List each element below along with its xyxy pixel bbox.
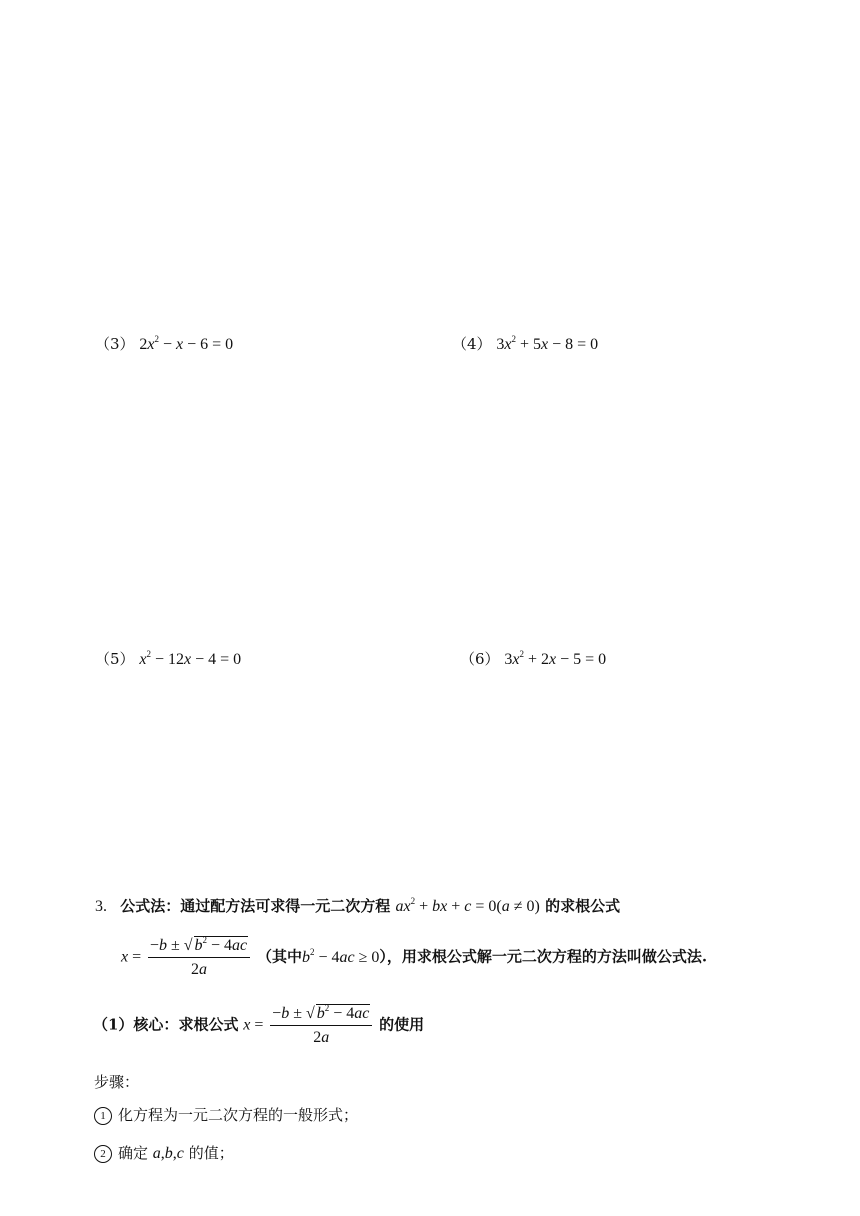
condition-close: ），用求根公式解一元二次方程的方法叫做公式法.	[379, 947, 708, 966]
condition: $b^2 - 4ac \ge 0$	[301, 946, 380, 966]
problem-3	[95, 333, 233, 354]
problem-3-label: （3）	[95, 335, 135, 353]
problem-6-label: （6）	[460, 650, 500, 668]
section-3-number: 3.	[95, 898, 107, 915]
section-3-title	[95, 895, 620, 916]
step-2-vars: a,b,c	[152, 1145, 184, 1162]
core-formula: $\frac{-b \pm √ b^2 - 4ac}{2a}$	[270, 1004, 372, 1047]
core-suffix: 的使用	[379, 1015, 425, 1034]
core-formula-lhs: x =	[243, 1016, 264, 1034]
condition-open: （其中	[256, 947, 302, 966]
section-3-equation: $ax^2$ + bx + c = 0(a ≠ 0)	[395, 896, 540, 915]
section-3-title-suffix: 的求根公式	[545, 897, 621, 915]
section-3-title-prefix: 公式法：通过配方法可求得一元二次方程	[120, 897, 391, 915]
steps-heading: 步骤：	[94, 1073, 140, 1091]
problem-5-label: （5）	[95, 650, 135, 668]
formula-lhs: x =	[121, 948, 142, 966]
problem-4-equation: $3x^2 + 5x - 8 = 0$	[496, 334, 599, 353]
problem-6-equation: $3x^2 + 2x - 5 = 0$	[504, 649, 607, 668]
quadratic-formula-line	[121, 936, 707, 979]
problem-5	[95, 648, 241, 669]
problem-6	[460, 648, 606, 669]
problem-4-label: （4）	[452, 335, 492, 353]
step-2	[94, 1142, 234, 1163]
quadratic-formula: $\frac{-b \pm √ b^2 - 4ac}{2a}$	[148, 936, 250, 979]
problem-3-equation: $2x^2 - x - 6 = 0$	[139, 334, 234, 353]
step-2-text-suffix: 的值；	[188, 1144, 234, 1162]
problem-5-equation: $x^2 - 12x - 4 = 0$	[139, 649, 242, 668]
step-2-text-prefix: 确定	[118, 1144, 149, 1162]
core-label: （1）核心：求根公式	[93, 1015, 239, 1034]
step-1-text: 化方程为一元二次方程的一般形式；	[118, 1106, 359, 1124]
step-2-number: 2	[94, 1145, 112, 1163]
step-1-number: 1	[94, 1107, 112, 1125]
core-line	[93, 1004, 424, 1047]
problem-4	[452, 333, 598, 354]
step-1	[94, 1104, 358, 1125]
